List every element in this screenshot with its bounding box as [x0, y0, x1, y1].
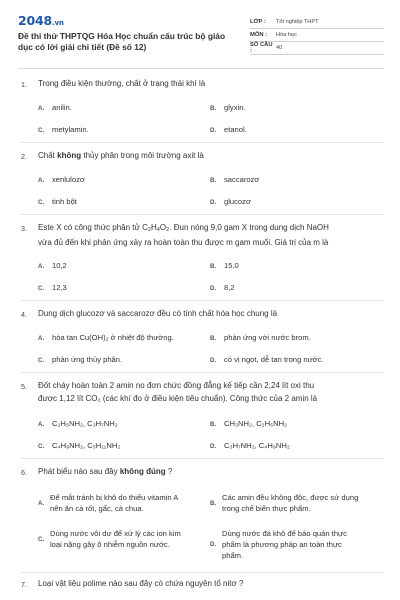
option-a[interactable]: A. Để mắt tránh bị khô do thiếu vitamin A nên ăn cà rốt, gấc, cà chua. [38, 493, 178, 513]
exam-meta [250, 16, 384, 55]
option-c[interactable]: C. C₄H₉NH₂, C₅H₁₁NH₂ [38, 441, 121, 450]
site-logo[interactable]: 2048.vn [18, 13, 64, 28]
option-a[interactable]: A. hòa tan Cu(OH)₂ ở nhiệt độ thường. [38, 333, 174, 342]
divider [21, 372, 384, 373]
option-c[interactable]: C. 12,3 [38, 283, 67, 292]
option-d[interactable]: D. glucozơ [210, 197, 251, 206]
divider [21, 572, 384, 573]
question-text: Este X có công thức phân tử $C_2H_4O_2$. Đun nóng 9,0 gam X trong dung dịch NaOH vừa đủ đến khi phản ứng xảy ra hoàn toàn thu được m gam muối. Giá trị của m là [38, 223, 329, 247]
option-d[interactable]: D. Dùng nước đá khô để bảo quản thực phẩm là phương pháp an toàn thực phẩm. [210, 529, 347, 560]
divider [21, 142, 384, 143]
option-c[interactable]: C. Dùng nước vôi dư để xử lý các ion kim loại nặng gây ô nhiễm nguồn nước. [38, 529, 181, 549]
option-b[interactable]: B. saccarozơ [210, 175, 260, 184]
exam-header [18, 12, 384, 60]
question-text: Loại vật liệu polime nào sau đây có chứa nguyên tố nitơ ? [38, 579, 244, 588]
option-a[interactable]: A. xenlulozơ [38, 175, 85, 184]
option-a[interactable]: A. C₂H₅NH₂, C₃H₇NH₂ [38, 419, 118, 428]
meta-row-subject: MÔN : Hóa học [250, 29, 384, 42]
question-text: Chất không thủy phân trong môi trường axit là [38, 151, 204, 160]
option-b[interactable]: B. Các amin đều không độc, được sử dụng trong chế biến thực phẩm. [210, 493, 359, 513]
option-d[interactable]: D. có vị ngọt, dễ tan trong nước. [210, 355, 324, 364]
meta-row-count: SỐ CÂU : 40 [250, 42, 384, 55]
question-text: Đốt cháy hoàn toàn 2 amin no đơn chức đồng đẳng kế tiếp cần 2,24 lít oxi thu được 1,12 lít CO₂ (các khí đo ở điều kiện tiêu chuẩn). Công thức của 2 amin là [38, 381, 318, 403]
option-a[interactable]: A. anilin. [38, 103, 72, 112]
divider [21, 300, 384, 301]
divider [21, 214, 384, 215]
option-b[interactable]: B. 15,0 [210, 261, 239, 270]
option-d[interactable]: D. 8,2 [210, 283, 235, 292]
divider [21, 458, 384, 459]
option-b[interactable]: B. CH₃NH₂, C₂H₅NH₂ [210, 419, 288, 428]
exam-title: Đề thi thử THPTQG Hóa Học chuẩn cấu trúc bộ giáo dục có lời giải chi tiết (Đề số 12) [18, 31, 226, 52]
option-b[interactable]: B. glyxin. [210, 103, 246, 112]
option-d[interactable]: D. etanol. [210, 125, 247, 134]
option-c[interactable]: C. tinh bột [38, 197, 77, 206]
header-divider [18, 68, 384, 69]
question-text: Phát biểu nào sau đây không đúng ? [38, 467, 173, 476]
question-text: Trong điều kiện thường, chất ở trạng thái khí là [38, 79, 206, 88]
option-d[interactable]: D. C₃H₇NH₂, C₄H₉NH₂ [210, 441, 290, 450]
option-b[interactable]: B. phản ứng với nước brom. [210, 333, 311, 342]
option-c[interactable]: C. phản ứng thủy phân. [38, 355, 123, 364]
meta-row-class: LỚP : Tốt nghiệp THPT [250, 16, 384, 29]
option-a[interactable]: A. 10,2 [38, 261, 67, 270]
option-c[interactable]: C. metylamin. [38, 125, 89, 134]
question-text: Dung dịch glucozơ và saccarozơ đều có tính chất hóa học chung là [38, 309, 278, 318]
